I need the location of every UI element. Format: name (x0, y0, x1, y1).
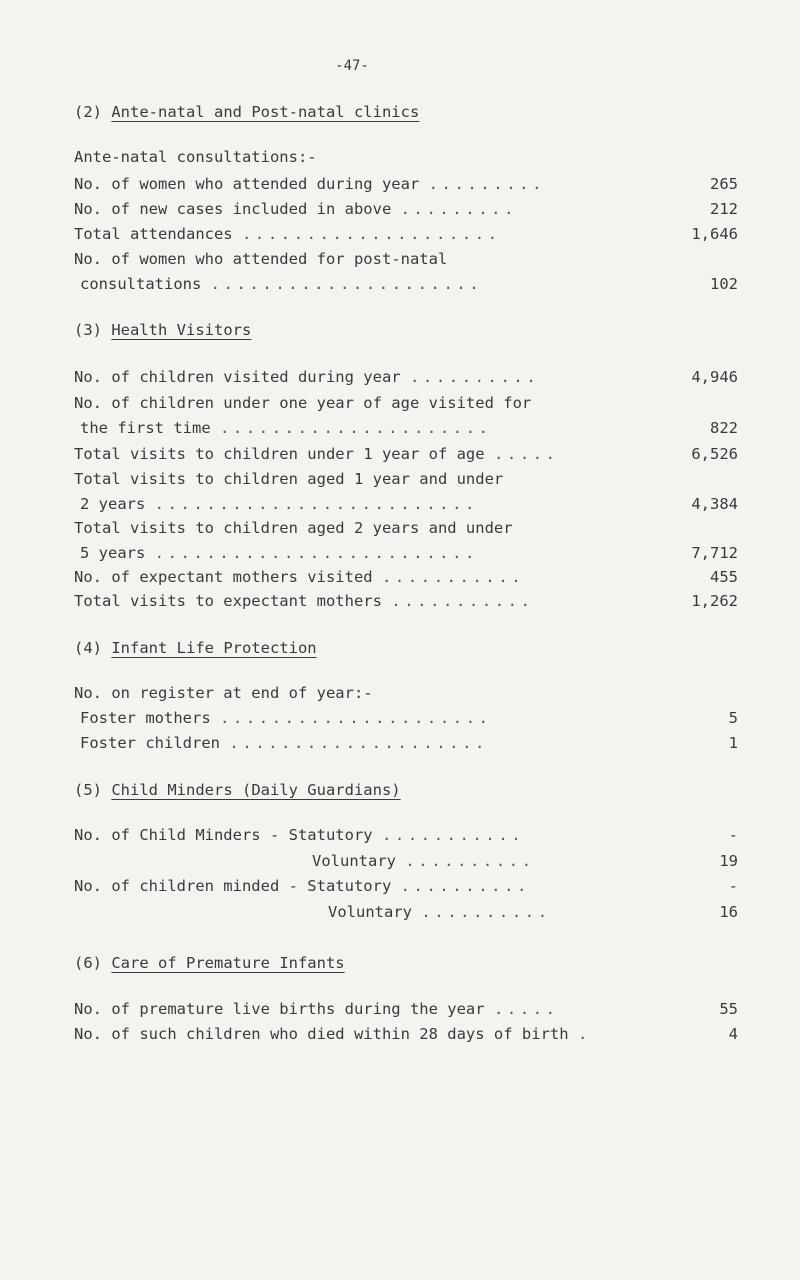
row-label-line1: No. of women who attended for post-natal (74, 250, 448, 268)
row-value: 19 (719, 852, 738, 870)
section-heading-health-visitors (74, 321, 251, 339)
row-label-line1: Total visits to children aged 1 year and under (74, 470, 504, 488)
row-value: 265 (710, 175, 738, 193)
row-label: No. of premature live births during the year ..... (74, 1000, 559, 1018)
section-heading-infant-life (74, 639, 317, 657)
section-title: Health Visitors (111, 321, 252, 339)
row-label-line1: No. of children under one year of age visited for (74, 394, 532, 412)
row-label: Foster mothers ..................... (80, 709, 492, 727)
row-value: 6,526 (691, 445, 738, 463)
section-number: (6) (74, 954, 102, 972)
row-label: Total visits to children under 1 year of age ..... (74, 445, 559, 463)
row-value: - (728, 877, 738, 895)
row-value: 4,384 (691, 495, 738, 513)
row-label: No. of children minded - Statutory .......... (74, 877, 530, 895)
row-label-line2: consultations ..................... (80, 275, 483, 293)
row-value: - (728, 826, 738, 844)
row-label: Total attendances .................... (74, 225, 501, 243)
row-label: No. of children visited during year .......... (74, 368, 540, 386)
row-label: Voluntary .......... (328, 903, 551, 921)
row-value: 455 (710, 568, 738, 586)
row-value: 102 (710, 275, 738, 293)
row-label-line2: 2 years ......................... (80, 495, 478, 513)
section-heading-premature (74, 954, 345, 972)
subheading: Ante-natal consultations:- (74, 148, 317, 166)
row-value: 212 (710, 200, 738, 218)
row-value: 1 (728, 734, 738, 752)
row-value: 5 (728, 709, 738, 727)
row-label: No. of Child Minders - Statutory ........... (74, 826, 525, 844)
row-value: 4,946 (691, 368, 738, 386)
row-value: 55 (719, 1000, 738, 1018)
row-label-line2: the first time ..................... (80, 419, 492, 437)
row-label: No. of women who attended during year ......... (74, 175, 546, 193)
row-label: No. of expectant mothers visited ........... (74, 568, 525, 586)
section-number: (5) (74, 781, 102, 799)
row-label: Total visits to expectant mothers ........... (74, 592, 534, 610)
row-label: Foster children .................... (80, 734, 488, 752)
row-label-line2: 5 years ......................... (80, 544, 478, 562)
section-title: Infant Life Protection (111, 639, 317, 657)
row-value: 1,646 (691, 225, 738, 243)
row-value: 7,712 (691, 544, 738, 562)
row-value: 822 (710, 419, 738, 437)
row-label: No. of such children who died within 28 days of birth . (74, 1025, 591, 1043)
row-value: 16 (719, 903, 738, 921)
section-number: (3) (74, 321, 102, 339)
section-title: Care of Premature Infants (111, 954, 345, 972)
section-title: Ante-natal and Post-natal clinics (111, 103, 420, 121)
section-title: Child Minders (Daily Guardians) (111, 781, 401, 799)
row-label-line1: Total visits to children aged 2 years and under (74, 519, 513, 537)
row-label: Voluntary .......... (312, 852, 535, 870)
section-number: (4) (74, 639, 102, 657)
section-number: (2) (74, 103, 102, 121)
section-heading-child-minders (74, 781, 401, 799)
row-label: No. of new cases included in above ......... (74, 200, 518, 218)
section-heading-antenatal (74, 103, 419, 121)
row-value: 1,262 (691, 592, 738, 610)
page-number: -47- (335, 58, 369, 74)
subheading: No. on register at end of year:- (74, 684, 373, 702)
row-value: 4 (728, 1025, 738, 1043)
